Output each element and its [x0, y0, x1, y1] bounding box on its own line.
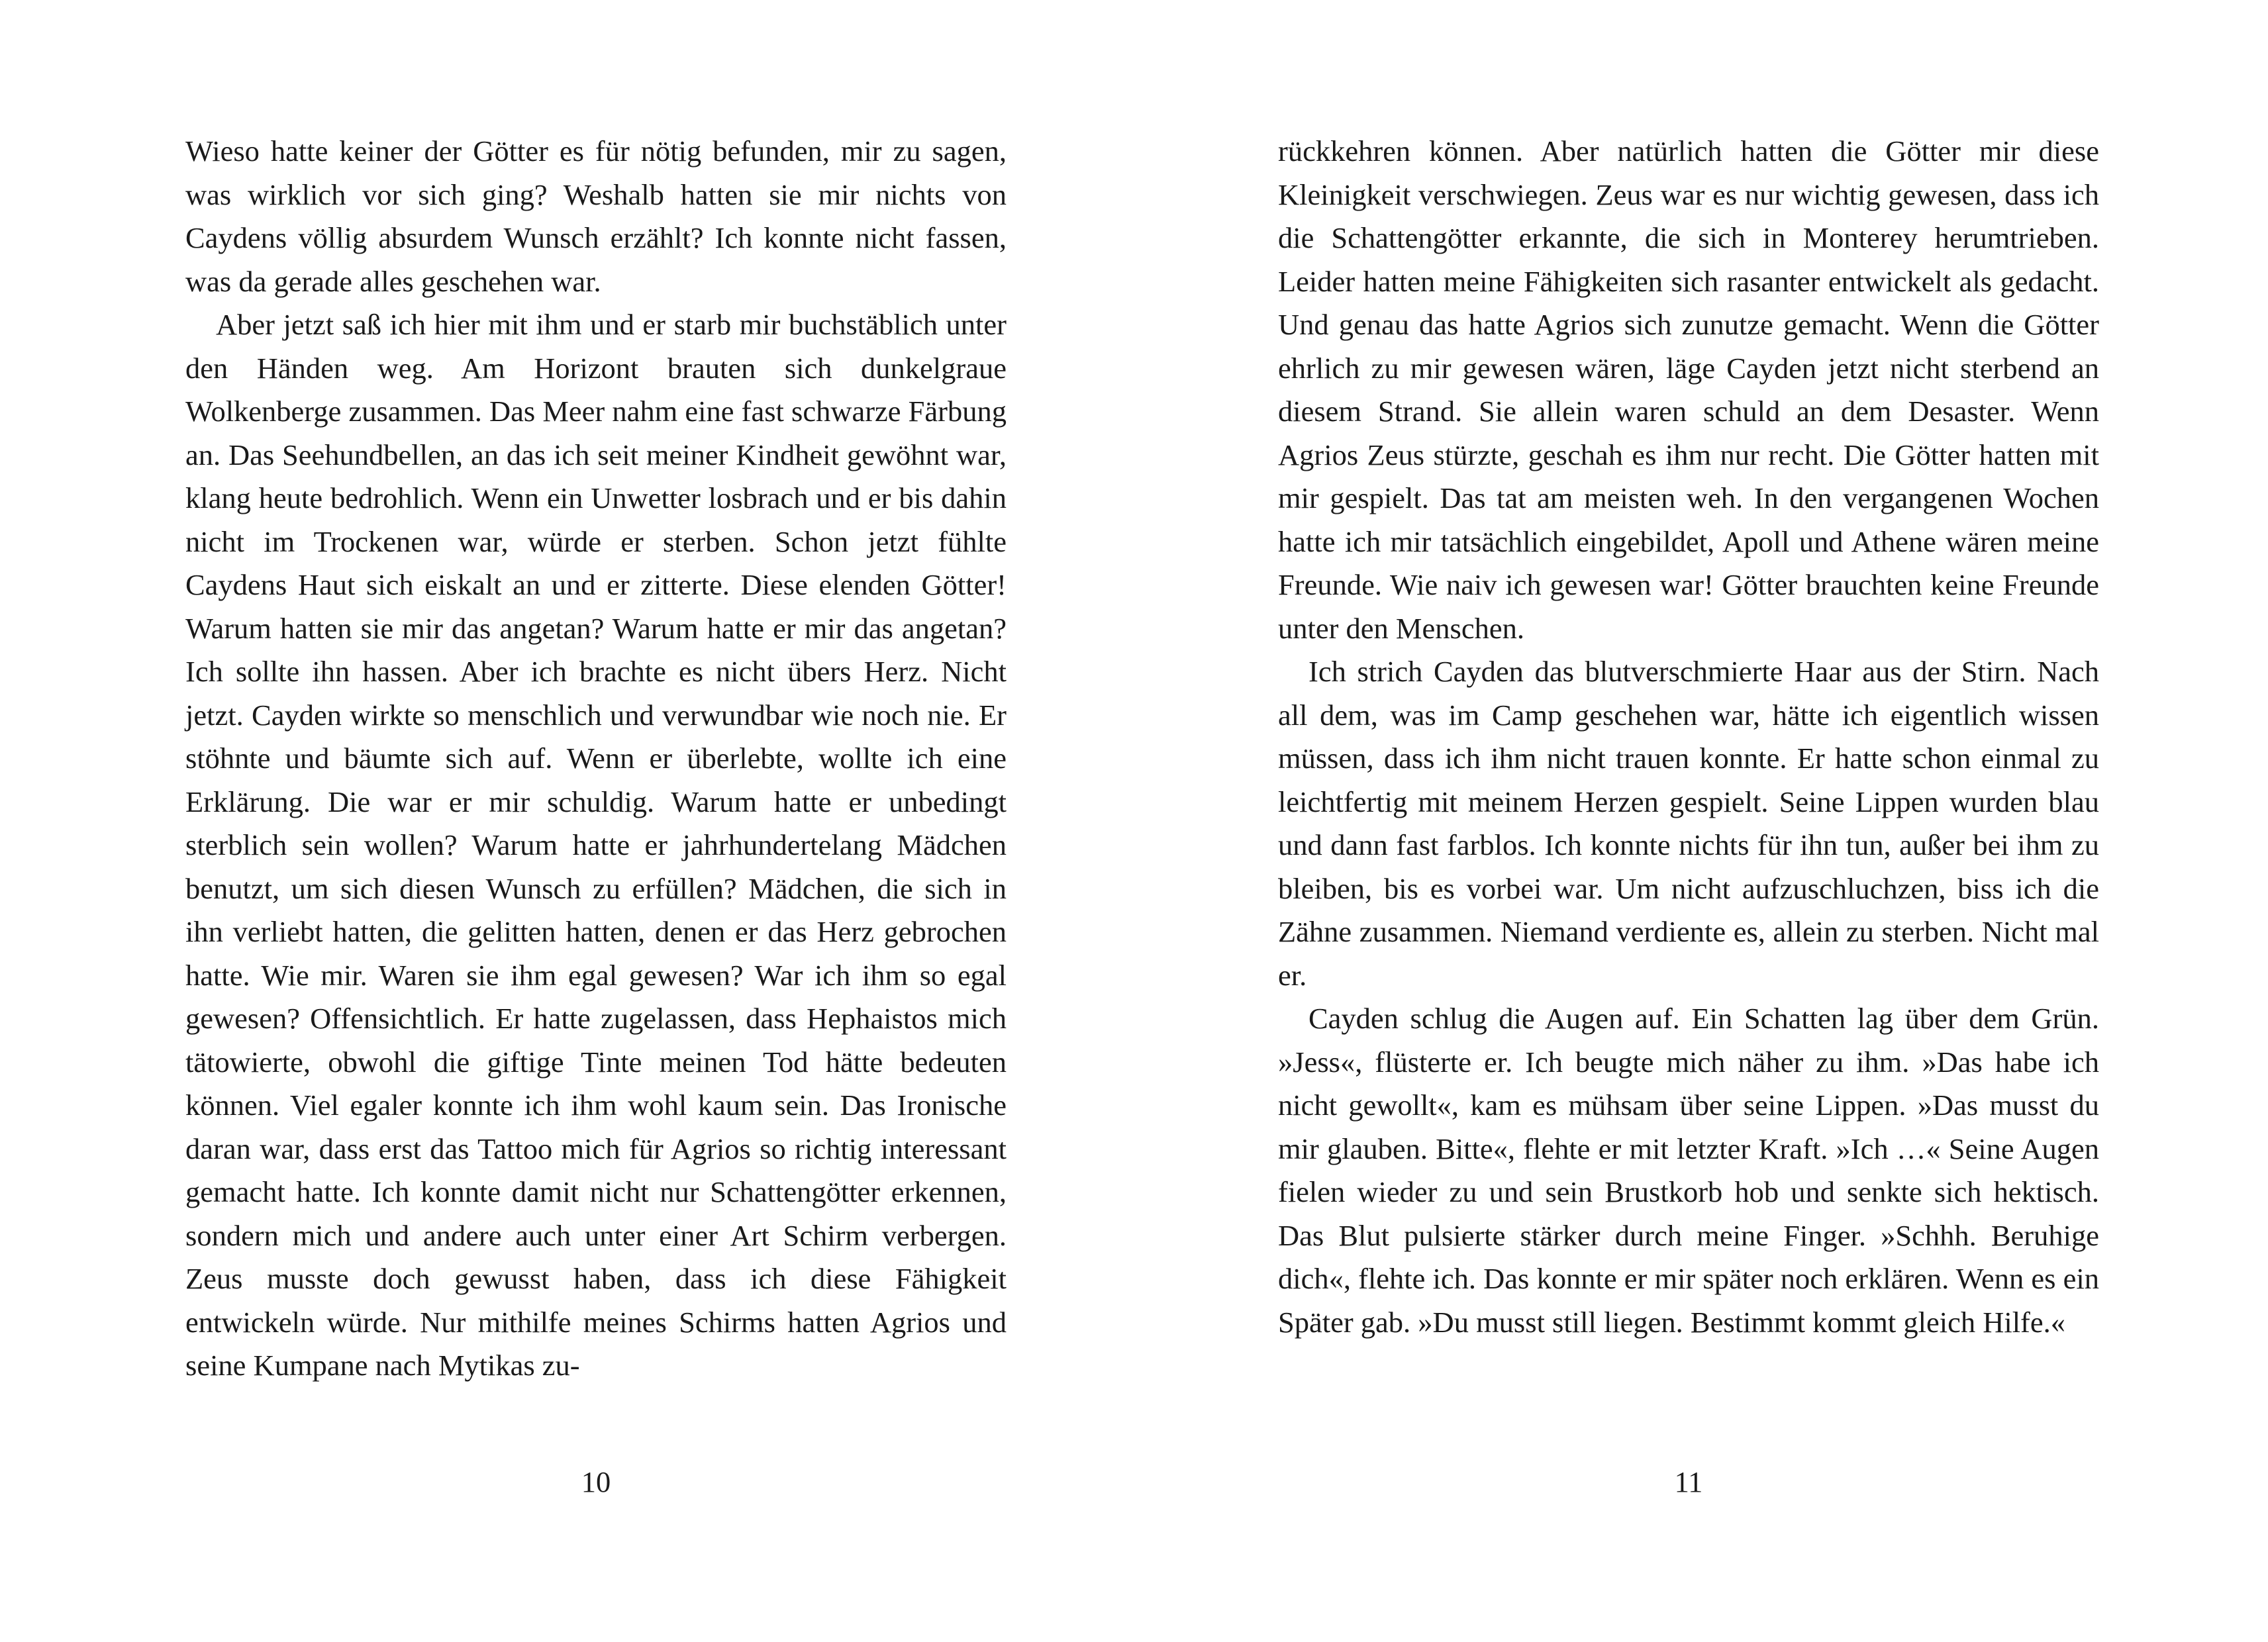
right-page-text: [1278, 130, 2099, 1344]
left-page-text: [185, 130, 1007, 1388]
right-page: [1134, 0, 2268, 1642]
paragraph: Wieso hatte keiner der Götter es für nötig befunden, mir zu sagen, was wirklich vor sich ging? Weshalb hatten sie mir nichts von Caydens völlig absurdem Wunsch erzählt? Ich konnte nicht fassen, was da gerade alles geschehen war.: [185, 134, 1007, 298]
paragraph: Ich strich Cayden das blutverschmierte Haar aus der Stirn. Nach all dem, was im Camp geschehen war, hätte ich eigentlich wissen müssen, dass ich ihm nicht trauen konnte. Er hatte schon einmal zu leichtfertig mit meinem Herzen gespielt. Seine Lippen wurden blau und dann fast farblos. Ich konnte nichts für ihn tun, außer bei ihm zu bleiben, bis es vorbei war. Um nicht aufzuschluchzen, biss ich die Zähne zusammen. Niemand verdiente es, allein zu sterben. Nicht mal er.: [1278, 655, 2099, 992]
paragraph: Cayden schlug die Augen auf. Ein Schatten lag über dem Grün. »Jess«, flüsterte er. Ich beugte mich näher zu ihm. »Das habe ich nicht gewollt«, kam es mühsam über seine Lippen. »Das musst du mir glauben. Bitte«, flehte er mit letzter Kraft. »Ich …« Seine Augen fielen wieder zu und sein Brustkorb hob und senkte sich hektisch. Das Blut pulsierte stärker durch meine Finger. »Schhh. Beruhige dich«, flehte ich. Das konnte er mir später noch erklären. Wenn es ein Später gab. »Du musst still liegen. Bestimmt kommt gleich Hilfe.«: [1278, 1002, 2099, 1339]
page-number: 11: [1674, 1465, 1703, 1498]
paragraph: rückkehren können. Aber natürlich hatten die Götter mir diese Kleinigkeit verschwiegen. Zeus war es nur wichtig gewesen, dass ich die Schattengötter erkannte, die sich in Monterey herumtrieben. Leider hatten meine Fähigkeiten sich rasanter entwickelt als gedacht. Und genau das hatte Agrios sich zunutze gemacht. Wenn die Götter ehrlich zu mir gewesen wären, läge Cayden jetzt nicht sterbend an diesem Strand. Sie allein waren schuld an dem Desaster. Wenn Agrios Zeus stürzte, geschah es ihm nur recht. Die Götter hatten mit mir gespielt. Das tat am meisten weh. In den vergangenen Wochen hatte ich mir tatsächlich eingebildet, Apoll und Athene wären meine Freunde. Wie naiv ich gewesen war! Götter brauchten keine Freunde unter den Menschen.: [1278, 134, 2099, 645]
page-number: 10: [581, 1465, 611, 1498]
paragraph: Aber jetzt saß ich hier mit ihm und er starb mir buchstäblich unter den Händen weg. Am Horizont brauten sich dunkelgraue Wolkenberge zusammen. Das Meer nahm eine fast schwarze Färbung an. Das Seehundbellen, an das ich seit meiner Kindheit gewöhnt war, klang heute bedrohlich. Wenn ein Unwetter losbrach und er bis dahin nicht im Trockenen war, würde er sterben. Schon jetzt fühlte Caydens Haut sich eiskalt an und er zitterte. Diese elenden Götter! Warum hatten sie mir das angetan? Warum hatte er mir das angetan? Ich sollte ihn hassen. Aber ich brachte es nicht übers Herz. Nicht jetzt. Cayden wirkte so menschlich und verwundbar wie noch nie. Er stöhnte und bäumte sich auf. Wenn er überlebte, wollte ich eine Erklärung. Die war er mir schuldig. Warum hatte er unbedingt sterblich sein wollen? Warum hatte er jahrhundertelang Mädchen benutzt, um sich diesen Wunsch zu erfüllen? Mädchen, die sich in ihn verliebt hatten, die gelitten hatten, denen er das Herz gebrochen hatte. Wie mir. Waren sie ihm egal gewesen? War ich ihm so egal gewesen? Offensichtlich. Er hatte zugelassen, dass Hephaistos mich tätowierte, obwohl die giftige Tinte meinen Tod hätte bedeuten können. Viel egaler konnte ich ihm wohl kaum sein. Das Ironische daran war, dass erst das Tattoo mich für Agrios so richtig interessant gemacht hatte. Ich konnte damit nicht nur Schattengötter erkennen, sondern mich und andere auch unter einer Art Schirm verbergen. Zeus musste doch gewusst haben, dass ich diese Fähigkeit entwickeln würde. Nur mithilfe meines Schirms hatten Agrios und seine Kumpane nach Mytikas zu-: [185, 308, 1007, 1382]
